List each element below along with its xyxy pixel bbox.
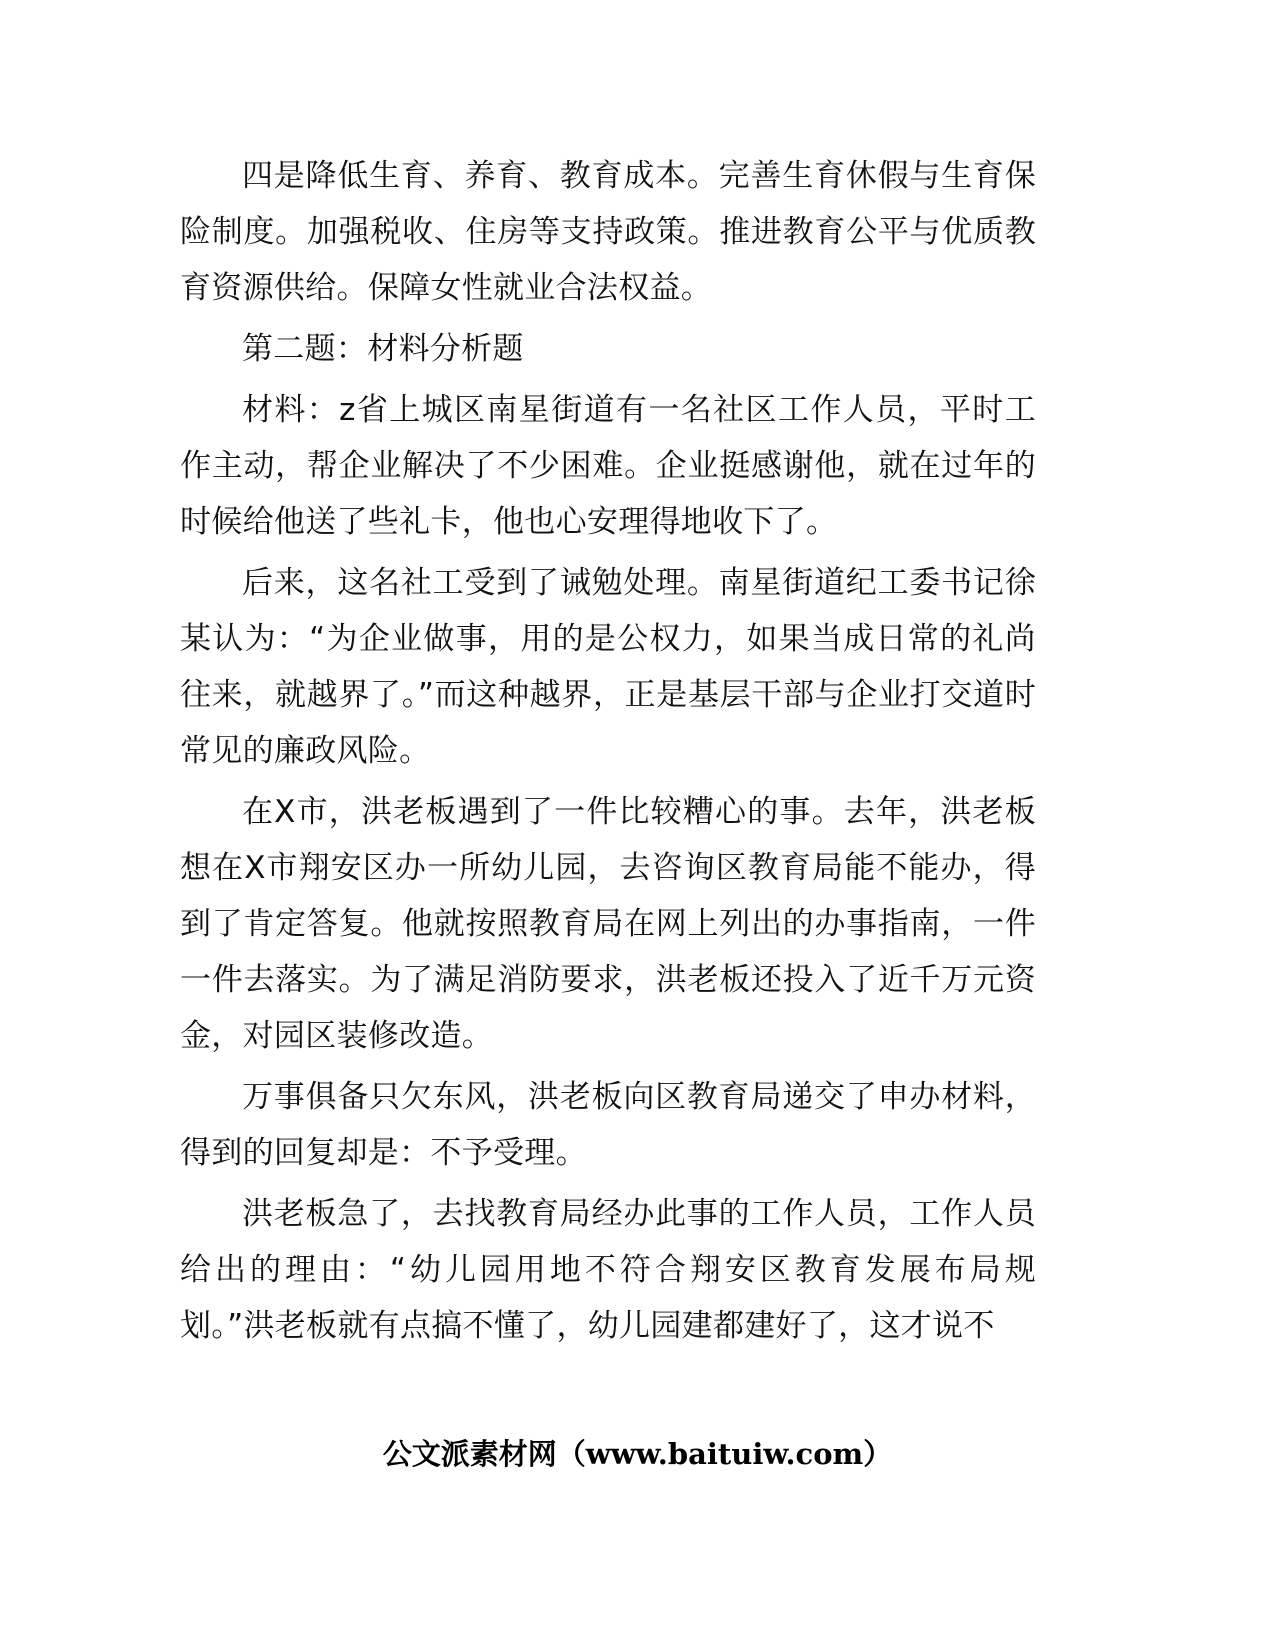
paragraph-material-intro: 材料：z省上城区南星街道有一名社区工作人员，平时工作主动，帮企业解决了不少困难。企业挺感谢他，就在过年的时候给他送了些礼卡，他也心安理得地收下了。 [180,392,1036,540]
page-footer-watermark: 公文派素材网（www.baituiw.com） [382,1437,893,1471]
document-body [180,148,1036,1359]
paragraph-admonishment: 后来，这名社工受到了诫勉处理。南星街道纪工委书记徐某认为：“为企业做事，用的是公权力，如果当成日常的礼尚往来，就越界了。”而这种越界，正是基层干部与企业打交道时常见的廉政风险。 [180,565,1036,769]
paragraph-rejection: 万事俱备只欠东风，洪老板向区教育局递交了申办材料，得到的回复却是：不予受理。 [180,1079,1036,1171]
paragraph-kindergarten: 在X市，洪老板遇到了一件比较糟心的事。去年，洪老板想在X市翔安区办一所幼儿园，去咨询区教育局能不能办，得到了肯定答复。他就按照教育局在网上列出的办事指南，一件一件去落实。为了满足消防要求，洪老板还投入了近千万元资金，对园区装修改造。 [180,794,1036,1054]
paragraph-policy-four: 四是降低生育、养育、教育成本。完善生育休假与生育保险制度。加强税收、住房等支持政策。推进教育公平与优质教育资源供给。保障女性就业合法权益。 [180,158,1036,306]
paragraph-reason: 洪老板急了，去找教育局经办此事的工作人员，工作人员给出的理由：“幼儿园用地不符合翔安区教育发展布局规划。”洪老板就有点搞不懂了，幼儿园建都建好了，这才说不 [180,1196,1036,1344]
question-heading: 第二题：材料分析题 [242,331,524,367]
